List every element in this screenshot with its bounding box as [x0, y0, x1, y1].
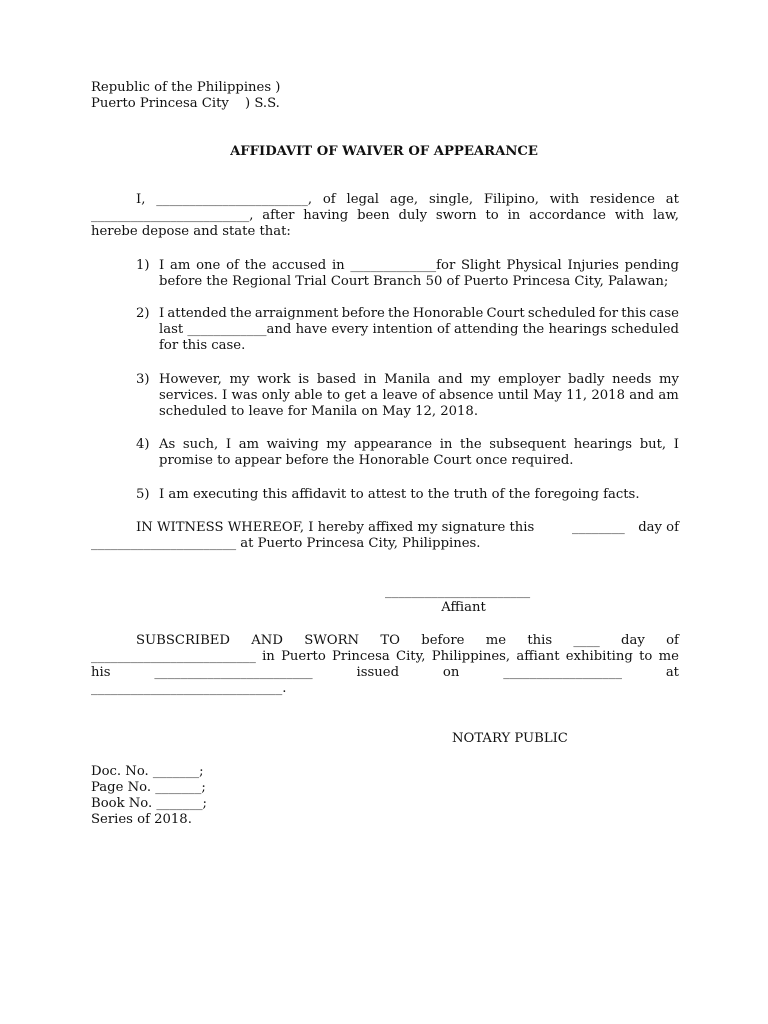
word: my [659, 372, 679, 387]
book-no: Book No. _______; [91, 796, 207, 811]
word: Injuries [567, 258, 619, 273]
word: single, [428, 192, 474, 207]
word: affiant [516, 649, 560, 664]
word: 11, [566, 388, 588, 403]
notary-public-label: NOTARY PUBLIC [452, 731, 568, 746]
word: ________________________, [91, 208, 254, 223]
word: Puerto [281, 649, 326, 664]
word: I, [136, 192, 146, 207]
word: Slight [461, 258, 501, 273]
witness-day-of: day of [638, 520, 679, 535]
header-ss: ) S.S. [245, 96, 280, 111]
header-city: Puerto Princesa City [91, 96, 229, 111]
word: ____________and [187, 322, 292, 337]
word: with [549, 192, 580, 207]
word: every [331, 322, 369, 337]
word: subsequent [489, 437, 567, 452]
word: after [262, 208, 295, 223]
word: day [621, 633, 645, 648]
word: am [658, 388, 679, 403]
word: scheduled [611, 322, 679, 337]
word: me [485, 633, 507, 648]
document-title: AFFIDAVIT OF WAIVER OF APPEARANCE [230, 144, 538, 159]
word: Filipino, [483, 192, 539, 207]
witness-day-blank: ________ [572, 520, 625, 535]
word: having [303, 208, 349, 223]
word: hearings [573, 437, 633, 452]
item-4-number: 4) [136, 437, 150, 452]
word: May [532, 388, 562, 403]
word: before [341, 306, 385, 321]
word: the [522, 322, 545, 337]
page-no: Page No. _______; [91, 780, 206, 795]
word: _________________________ [91, 649, 256, 664]
word: I [159, 306, 165, 321]
word: been [357, 208, 390, 223]
word: with [614, 208, 645, 223]
word: of [322, 192, 336, 207]
word: in [262, 649, 275, 664]
word: the [230, 306, 252, 321]
word: attending [454, 322, 519, 337]
jurat-line-4: _____________________________. [91, 681, 287, 696]
word: a [370, 388, 379, 403]
item-1-line-2: before the Regional Trial Court Branch 50 of Puerto Princesa City, Palawan; [159, 274, 669, 289]
word: one [196, 258, 221, 273]
word: AND [251, 633, 283, 648]
word: I [225, 437, 232, 452]
word: of [436, 322, 450, 337]
word: _____________for [350, 258, 456, 273]
word: arraignment [254, 306, 339, 321]
word: SWORN [304, 633, 360, 648]
jurat-line-2 [91, 649, 679, 665]
word: needs [612, 372, 652, 387]
word: based [316, 372, 357, 387]
word: the [460, 437, 482, 452]
word: attended [167, 306, 227, 321]
word: pending [624, 258, 679, 273]
word: I [159, 258, 165, 273]
word: I [673, 437, 679, 452]
word: hearings [548, 322, 607, 337]
word: scheduled [527, 306, 596, 321]
word: ________________________ [154, 665, 313, 680]
word: law, [652, 208, 679, 223]
word: in [507, 208, 521, 223]
word: me [658, 649, 679, 664]
word: sworn [435, 208, 477, 223]
word: residence [589, 192, 655, 207]
intro-line-1 [136, 192, 679, 208]
word: As [159, 437, 176, 452]
word: in [363, 372, 377, 387]
word: Honorable [412, 306, 484, 321]
item-5-line-1: I am executing this affidavit to attest to the truth of the foregoing facts. [159, 487, 640, 502]
item-3-number: 3) [136, 372, 150, 387]
word: his [91, 665, 111, 680]
word: Physical [506, 258, 562, 273]
affiant-signature-line: ______________________ [385, 584, 531, 599]
word: to [326, 388, 341, 403]
word: accordance [529, 208, 606, 223]
item-1-number: 1) [136, 258, 150, 273]
word: and [437, 372, 463, 387]
word: on [442, 665, 460, 680]
item-3-line-2 [159, 388, 679, 404]
word: duly [398, 208, 428, 223]
word: at [665, 192, 679, 207]
word: __________________ [503, 665, 622, 680]
item-2-line-3: for this case. [159, 338, 246, 353]
word: Philippines, [431, 649, 511, 664]
header-republic: Republic of the Philippines ) [91, 80, 281, 95]
word: of [226, 258, 239, 273]
doc-no: Doc. No. _______; [91, 764, 204, 779]
word: to [639, 649, 653, 664]
word: this [621, 306, 646, 321]
word: able [294, 388, 323, 403]
word: my [470, 372, 491, 387]
word: the [388, 306, 410, 321]
item-2-number: 2) [136, 306, 150, 321]
word: Princesa [332, 649, 390, 664]
word: appearance [353, 437, 433, 452]
word: my [326, 437, 347, 452]
word: and [629, 388, 655, 403]
word: am [169, 258, 191, 273]
word: absence [439, 388, 494, 403]
jurat-line-1 [136, 633, 679, 649]
item-4-line-1 [159, 437, 679, 453]
word: am [238, 437, 260, 452]
word: ____ [573, 633, 600, 648]
word: in [331, 258, 345, 273]
witness-line-2: ______________________ at Puerto Princesa City, Philippines. [91, 536, 481, 551]
word: the [244, 258, 267, 273]
word: leave [382, 388, 418, 403]
word: last [159, 322, 184, 337]
item-2-line-2 [159, 322, 679, 338]
word: was [231, 388, 258, 403]
word: accused [272, 258, 327, 273]
word: to [485, 208, 499, 223]
word: employer [497, 372, 561, 387]
item-5-number: 5) [136, 487, 150, 502]
word: only [261, 388, 290, 403]
word: _______________________, [156, 192, 313, 207]
item-1-line-1 [159, 258, 679, 274]
word: badly [568, 372, 605, 387]
series-of: Series of 2018. [91, 812, 192, 827]
word: of [421, 388, 435, 403]
word: work [257, 372, 291, 387]
word: before [421, 633, 465, 648]
word: in [439, 437, 453, 452]
word: such, [182, 437, 219, 452]
word: is [298, 372, 310, 387]
witness-lead: IN WITNESS WHEREOF, I hereby affixed my signature this [136, 520, 535, 535]
item-3-line-1 [159, 372, 679, 388]
word: until [497, 388, 529, 403]
word: However, [159, 372, 222, 387]
word: City, [396, 649, 426, 664]
word: TO [380, 633, 400, 648]
item-3-line-3: scheduled to leave for Manila on May 12, 2018. [159, 404, 479, 419]
affiant-label: Affiant [441, 600, 486, 615]
item-2-line-1 [159, 306, 679, 322]
word: legal [346, 192, 380, 207]
word: intention [372, 322, 433, 337]
word: of [666, 633, 679, 648]
word: services. [159, 388, 218, 403]
word: this [527, 633, 553, 648]
word: issued [356, 665, 400, 680]
word: my [229, 372, 250, 387]
word: SUBSCRIBED [136, 633, 230, 648]
intro-line-3: herebe depose and state that: [91, 224, 291, 239]
item-4-line-2: promise to appear before the Honorable Court once required. [159, 453, 574, 468]
word: at [665, 665, 679, 680]
word: case [649, 306, 679, 321]
word: Court [486, 306, 525, 321]
word: for [598, 306, 618, 321]
intro-line-2 [91, 208, 679, 224]
word: Manila [384, 372, 431, 387]
word: I [222, 388, 228, 403]
word: age, [389, 192, 419, 207]
jurat-line-3 [91, 665, 679, 681]
word: 2018 [591, 388, 625, 403]
word: have [295, 322, 328, 337]
word: but, [639, 437, 667, 452]
word: get [344, 388, 366, 403]
word: waiving [266, 437, 319, 452]
word: exhibiting [565, 649, 633, 664]
